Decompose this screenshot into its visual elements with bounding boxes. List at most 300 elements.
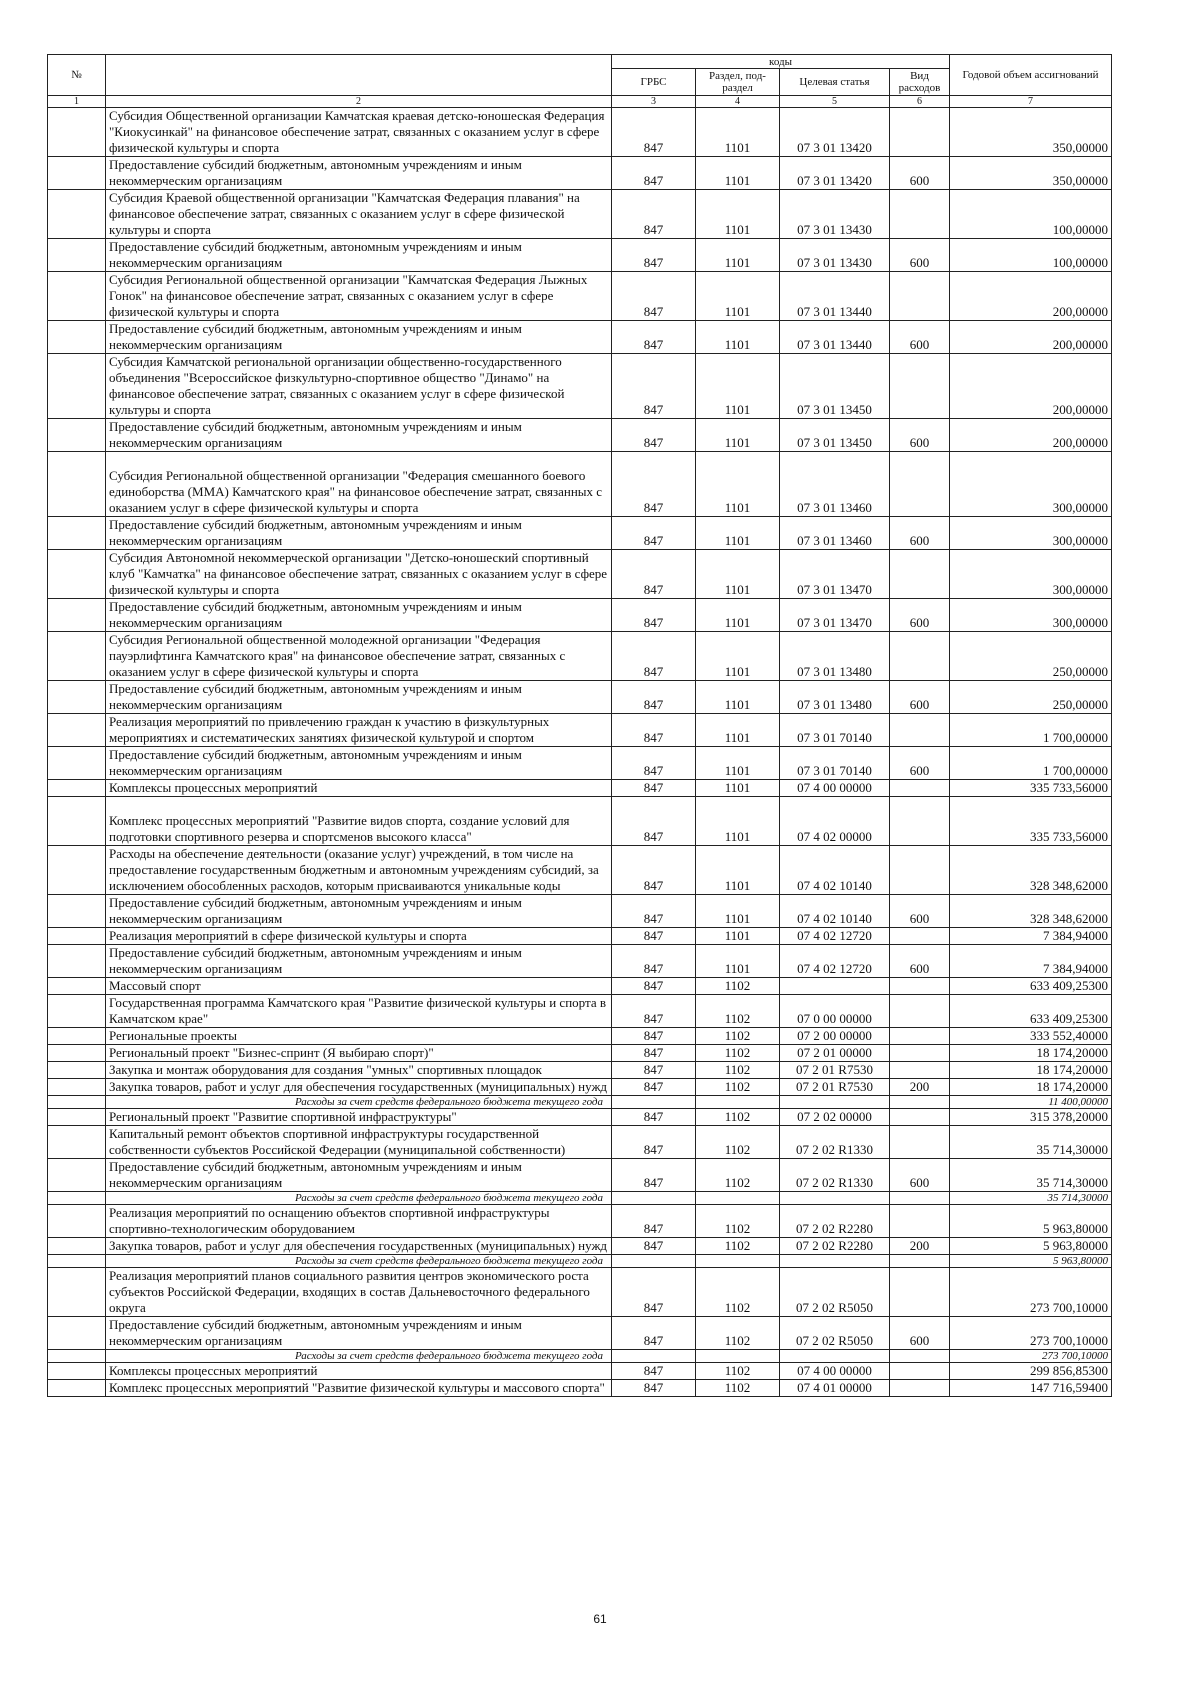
grbs-code: 847 bbox=[612, 928, 696, 945]
target-article: 07 3 01 13420 bbox=[780, 108, 890, 157]
row-number bbox=[48, 517, 106, 550]
section-code: 1102 bbox=[696, 1126, 780, 1159]
column-number: 3 bbox=[612, 96, 696, 108]
header-target: Целевая статья bbox=[780, 69, 890, 96]
annual-amount: 315 378,20000 bbox=[950, 1109, 1112, 1126]
target-article: 07 3 01 13430 bbox=[780, 190, 890, 239]
federal-budget-note-row bbox=[48, 1350, 1112, 1363]
target-article: 07 4 02 12720 bbox=[780, 928, 890, 945]
section-code: 1101 bbox=[696, 190, 780, 239]
table-row bbox=[48, 1380, 1112, 1397]
item-name: Предоставление субсидий бюджетным, автономным учреждениям и иным некоммерческим организациям bbox=[106, 599, 612, 632]
annual-amount: 200,00000 bbox=[950, 321, 1112, 354]
annual-amount: 328 348,62000 bbox=[950, 846, 1112, 895]
expense-kind bbox=[890, 1380, 950, 1397]
annual-amount: 7 384,94000 bbox=[950, 945, 1112, 978]
section-code: 1101 bbox=[696, 945, 780, 978]
grbs-code: 847 bbox=[612, 632, 696, 681]
item-name: Закупка и монтаж оборудования для создания "умных" спортивных площадок bbox=[106, 1062, 612, 1079]
column-number: 5 bbox=[780, 96, 890, 108]
grbs-code: 847 bbox=[612, 1380, 696, 1397]
target-article: 07 3 01 70140 bbox=[780, 747, 890, 780]
item-name: Реализация мероприятий планов социального развития центров экономического роста субъектов Российской Федерации, входящих в состав Дальневосточного федерального округа bbox=[106, 1268, 612, 1317]
annual-amount: 5 963,80000 bbox=[950, 1205, 1112, 1238]
section-code: 1102 bbox=[696, 1045, 780, 1062]
target-article: 07 2 02 00000 bbox=[780, 1109, 890, 1126]
grbs-code: 847 bbox=[612, 1317, 696, 1350]
row-number bbox=[48, 1268, 106, 1317]
item-name: Предоставление субсидий бюджетным, автономным учреждениям и иным некоммерческим организациям bbox=[106, 1159, 612, 1192]
grbs-code: 847 bbox=[612, 157, 696, 190]
table-row bbox=[48, 190, 1112, 239]
row-number bbox=[48, 190, 106, 239]
expense-kind bbox=[890, 1126, 950, 1159]
item-name: Закупка товаров, работ и услуг для обеспечения государственных (муниципальных) нужд bbox=[106, 1079, 612, 1096]
target-article bbox=[780, 1255, 890, 1268]
target-article bbox=[780, 1350, 890, 1363]
target-article: 07 4 01 00000 bbox=[780, 1380, 890, 1397]
section-code: 1102 bbox=[696, 1109, 780, 1126]
expense-kind bbox=[890, 780, 950, 797]
item-name: Капитальный ремонт объектов спортивной инфраструктуры государственной собственности субъектов Российской Федерации (муниципальной собственности) bbox=[106, 1126, 612, 1159]
row-number bbox=[48, 1028, 106, 1045]
target-article bbox=[780, 978, 890, 995]
table-row bbox=[48, 1109, 1112, 1126]
target-article: 07 2 02 R2280 bbox=[780, 1205, 890, 1238]
header-row-top bbox=[48, 55, 1112, 69]
annual-amount: 18 174,20000 bbox=[950, 1079, 1112, 1096]
row-number bbox=[48, 945, 106, 978]
target-article bbox=[780, 1192, 890, 1205]
target-article: 07 2 02 R1330 bbox=[780, 1159, 890, 1192]
item-name: Реализация мероприятий по оснащению объектов спортивной инфраструктуры спортивно-технологическим оборудованием bbox=[106, 1205, 612, 1238]
header-num: № bbox=[48, 55, 106, 96]
grbs-code: 847 bbox=[612, 272, 696, 321]
item-name: Предоставление субсидий бюджетным, автономным учреждениям и иным некоммерческим организациям bbox=[106, 681, 612, 714]
row-number bbox=[48, 239, 106, 272]
table-row bbox=[48, 945, 1112, 978]
row-number bbox=[48, 272, 106, 321]
section-code: 1101 bbox=[696, 928, 780, 945]
grbs-code: 847 bbox=[612, 895, 696, 928]
section-code: 1102 bbox=[696, 995, 780, 1028]
table-row bbox=[48, 599, 1112, 632]
section-code bbox=[696, 1192, 780, 1205]
expense-kind bbox=[890, 1205, 950, 1238]
table-row bbox=[48, 714, 1112, 747]
row-number bbox=[48, 681, 106, 714]
annual-amount: 328 348,62000 bbox=[950, 895, 1112, 928]
row-number bbox=[48, 995, 106, 1028]
annual-amount: 200,00000 bbox=[950, 354, 1112, 419]
item-name: Комплексы процессных мероприятий bbox=[106, 780, 612, 797]
expense-kind: 200 bbox=[890, 1079, 950, 1096]
header-name bbox=[106, 55, 612, 96]
expense-kind bbox=[890, 797, 950, 846]
target-article: 07 2 02 R2280 bbox=[780, 1238, 890, 1255]
target-article: 07 3 01 13420 bbox=[780, 157, 890, 190]
section-code: 1101 bbox=[696, 517, 780, 550]
grbs-code: 847 bbox=[612, 1079, 696, 1096]
target-article: 07 4 00 00000 bbox=[780, 780, 890, 797]
row-number bbox=[48, 895, 106, 928]
federal-budget-note-row bbox=[48, 1192, 1112, 1205]
item-name: Предоставление субсидий бюджетным, автономным учреждениям и иным некоммерческим организациям bbox=[106, 239, 612, 272]
section-code: 1102 bbox=[696, 1062, 780, 1079]
section-code: 1101 bbox=[696, 780, 780, 797]
table-row bbox=[48, 632, 1112, 681]
table-row bbox=[48, 895, 1112, 928]
grbs-code: 847 bbox=[612, 190, 696, 239]
item-name: Комплекс процессных мероприятий "Развитие видов спорта, создание условий для подготовки спортивного резерва и спортсменов высокого класса" bbox=[106, 797, 612, 846]
target-article: 07 3 01 13450 bbox=[780, 419, 890, 452]
section-code: 1102 bbox=[696, 1363, 780, 1380]
target-article: 07 2 02 R1330 bbox=[780, 1126, 890, 1159]
row-number bbox=[48, 632, 106, 681]
section-code: 1101 bbox=[696, 239, 780, 272]
grbs-code bbox=[612, 1192, 696, 1205]
target-article: 07 2 01 00000 bbox=[780, 1045, 890, 1062]
target-article: 07 4 02 10140 bbox=[780, 846, 890, 895]
federal-budget-note-row bbox=[48, 1096, 1112, 1109]
annual-amount: 273 700,10000 bbox=[950, 1350, 1112, 1363]
table-row bbox=[48, 681, 1112, 714]
item-name: Расходы за счет средств федерального бюджета текущего года bbox=[106, 1350, 612, 1363]
annual-amount: 18 174,20000 bbox=[950, 1062, 1112, 1079]
row-number bbox=[48, 1079, 106, 1096]
section-code: 1102 bbox=[696, 1028, 780, 1045]
item-name: Субсидия Краевой общественной организации "Камчатская Федерация плавания" на финансовое обеспечение затрат, связанных с оказанием услуг в сфере физической культуры и спорта bbox=[106, 190, 612, 239]
item-name: Региональный проект "Бизнес-спринт (Я выбираю спорт)" bbox=[106, 1045, 612, 1062]
item-name: Субсидия Региональной общественной организации "Федерация смешанного боевого единоборства (ММА) Камчатского края" на финансовое обеспечение затрат, связанных с оказанием услуг в сфере физической культуры и спорта bbox=[106, 452, 612, 517]
table-row bbox=[48, 995, 1112, 1028]
annual-amount: 250,00000 bbox=[950, 632, 1112, 681]
target-article: 07 4 02 12720 bbox=[780, 945, 890, 978]
expense-kind: 600 bbox=[890, 1159, 950, 1192]
table-row bbox=[48, 1126, 1112, 1159]
annual-amount: 300,00000 bbox=[950, 599, 1112, 632]
item-name: Расходы за счет средств федерального бюджета текущего года bbox=[106, 1255, 612, 1268]
grbs-code: 847 bbox=[612, 239, 696, 272]
grbs-code: 847 bbox=[612, 1159, 696, 1192]
grbs-code: 847 bbox=[612, 714, 696, 747]
annual-amount: 350,00000 bbox=[950, 157, 1112, 190]
expense-kind: 600 bbox=[890, 945, 950, 978]
row-number bbox=[48, 928, 106, 945]
table-row bbox=[48, 1238, 1112, 1255]
table-row bbox=[48, 1028, 1112, 1045]
row-number bbox=[48, 1109, 106, 1126]
section-code bbox=[696, 1096, 780, 1109]
section-code: 1101 bbox=[696, 895, 780, 928]
grbs-code: 847 bbox=[612, 1205, 696, 1238]
row-number bbox=[48, 1380, 106, 1397]
section-code: 1101 bbox=[696, 747, 780, 780]
annual-amount: 335 733,56000 bbox=[950, 797, 1112, 846]
annual-amount: 200,00000 bbox=[950, 419, 1112, 452]
item-name: Массовый спорт bbox=[106, 978, 612, 995]
grbs-code: 847 bbox=[612, 321, 696, 354]
expense-kind: 600 bbox=[890, 681, 950, 714]
grbs-code: 847 bbox=[612, 1238, 696, 1255]
row-number bbox=[48, 978, 106, 995]
item-name: Предоставление субсидий бюджетным, автономным учреждениям и иным некоммерческим организациям bbox=[106, 517, 612, 550]
row-number bbox=[48, 1159, 106, 1192]
column-number: 7 bbox=[950, 96, 1112, 108]
target-article: 07 3 01 13480 bbox=[780, 681, 890, 714]
expense-kind bbox=[890, 1363, 950, 1380]
grbs-code: 847 bbox=[612, 1109, 696, 1126]
grbs-code: 847 bbox=[612, 354, 696, 419]
row-number bbox=[48, 321, 106, 354]
target-article: 07 3 01 70140 bbox=[780, 714, 890, 747]
section-code: 1102 bbox=[696, 1205, 780, 1238]
table-body bbox=[48, 108, 1112, 1397]
section-code: 1101 bbox=[696, 550, 780, 599]
annual-amount: 300,00000 bbox=[950, 517, 1112, 550]
annual-amount: 335 733,56000 bbox=[950, 780, 1112, 797]
table-row bbox=[48, 1363, 1112, 1380]
row-number bbox=[48, 846, 106, 895]
item-name: Субсидия Региональной общественной организации "Камчатская Федерация Лыжных Гонок" на финансовое обеспечение затрат, связанных с оказанием услуг в сфере физической культуры и спорта bbox=[106, 272, 612, 321]
row-number bbox=[48, 354, 106, 419]
expense-kind bbox=[890, 928, 950, 945]
item-name: Субсидия Региональной общественной молодежной организации "Федерация пауэрлифтинга Камчатского края" на финансовое обеспечение затрат, связанных с оказанием услуг в сфере физической культуры и спорта bbox=[106, 632, 612, 681]
item-name: Расходы за счет средств федерального бюджета текущего года bbox=[106, 1096, 612, 1109]
item-name: Закупка товаров, работ и услуг для обеспечения государственных (муниципальных) нужд bbox=[106, 1238, 612, 1255]
target-article: 07 3 01 13450 bbox=[780, 354, 890, 419]
expense-kind bbox=[890, 978, 950, 995]
target-article: 07 3 01 13470 bbox=[780, 550, 890, 599]
target-article: 07 2 02 R5050 bbox=[780, 1317, 890, 1350]
expense-kind bbox=[890, 1109, 950, 1126]
expense-kind: 600 bbox=[890, 1317, 950, 1350]
row-number bbox=[48, 1255, 106, 1268]
annual-amount: 1 700,00000 bbox=[950, 714, 1112, 747]
item-name: Предоставление субсидий бюджетным, автономным учреждениям и иным некоммерческим организациям bbox=[106, 747, 612, 780]
grbs-code: 847 bbox=[612, 1363, 696, 1380]
row-number bbox=[48, 1096, 106, 1109]
item-name: Комплекс процессных мероприятий "Развитие физической культуры и массового спорта" bbox=[106, 1380, 612, 1397]
table-row bbox=[48, 1062, 1112, 1079]
annual-amount: 35 714,30000 bbox=[950, 1126, 1112, 1159]
expense-kind: 600 bbox=[890, 895, 950, 928]
row-number bbox=[48, 780, 106, 797]
expense-kind bbox=[890, 1062, 950, 1079]
annual-amount: 333 552,40000 bbox=[950, 1028, 1112, 1045]
expense-kind: 600 bbox=[890, 239, 950, 272]
expense-kind: 600 bbox=[890, 517, 950, 550]
table-row bbox=[48, 797, 1112, 846]
row-number bbox=[48, 550, 106, 599]
item-name: Субсидия Автономной некоммерческой организации "Детско-юношеский спортивный клуб "Камчатка" на финансовое обеспечение затрат, связанных с оказанием услуг в сфере физической культуры и спорта bbox=[106, 550, 612, 599]
section-code: 1101 bbox=[696, 419, 780, 452]
expense-kind: 600 bbox=[890, 419, 950, 452]
target-article bbox=[780, 1096, 890, 1109]
item-name: Предоставление субсидий бюджетным, автономным учреждениям и иным некоммерческим организациям bbox=[106, 157, 612, 190]
target-article: 07 2 02 R5050 bbox=[780, 1268, 890, 1317]
annual-amount: 1 700,00000 bbox=[950, 747, 1112, 780]
table-row bbox=[48, 550, 1112, 599]
annual-amount: 7 384,94000 bbox=[950, 928, 1112, 945]
grbs-code: 847 bbox=[612, 419, 696, 452]
table-row bbox=[48, 1317, 1112, 1350]
row-number bbox=[48, 714, 106, 747]
table-row bbox=[48, 1205, 1112, 1238]
section-code: 1102 bbox=[696, 1159, 780, 1192]
annual-amount: 147 716,59400 bbox=[950, 1380, 1112, 1397]
expense-kind bbox=[890, 1255, 950, 1268]
table-row bbox=[48, 978, 1112, 995]
item-name: Предоставление субсидий бюджетным, автономным учреждениям и иным некоммерческим организациям bbox=[106, 1317, 612, 1350]
annual-amount: 200,00000 bbox=[950, 272, 1112, 321]
annual-amount: 633 409,25300 bbox=[950, 995, 1112, 1028]
target-article: 07 0 00 00000 bbox=[780, 995, 890, 1028]
row-number bbox=[48, 1192, 106, 1205]
item-name: Региональный проект "Развитие спортивной инфраструктуры" bbox=[106, 1109, 612, 1126]
expense-kind bbox=[890, 1096, 950, 1109]
column-numbers-row bbox=[48, 96, 1112, 108]
annual-amount: 299 856,85300 bbox=[950, 1363, 1112, 1380]
target-article: 07 4 00 00000 bbox=[780, 1363, 890, 1380]
expense-kind: 600 bbox=[890, 599, 950, 632]
row-number bbox=[48, 1363, 106, 1380]
section-code: 1101 bbox=[696, 321, 780, 354]
grbs-code: 847 bbox=[612, 517, 696, 550]
section-code: 1102 bbox=[696, 1238, 780, 1255]
grbs-code bbox=[612, 1255, 696, 1268]
table-row bbox=[48, 1268, 1112, 1317]
annual-amount: 273 700,10000 bbox=[950, 1317, 1112, 1350]
table-row bbox=[48, 419, 1112, 452]
grbs-code bbox=[612, 1350, 696, 1363]
target-article: 07 3 01 13440 bbox=[780, 272, 890, 321]
table-row bbox=[48, 452, 1112, 517]
annual-amount: 5 963,80000 bbox=[950, 1238, 1112, 1255]
item-name: Реализация мероприятий по привлечению граждан к участию в физкультурных мероприятиях и систематических занятиях физической культурой и спортом bbox=[106, 714, 612, 747]
item-name: Региональные проекты bbox=[106, 1028, 612, 1045]
target-article: 07 4 02 10140 bbox=[780, 895, 890, 928]
grbs-code: 847 bbox=[612, 1126, 696, 1159]
item-name: Государственная программа Камчатского края "Развитие физической культуры и спорта в Камчатском крае" bbox=[106, 995, 612, 1028]
annual-amount: 300,00000 bbox=[950, 550, 1112, 599]
row-number bbox=[48, 1350, 106, 1363]
header-codes: коды bbox=[612, 55, 950, 69]
expense-kind: 600 bbox=[890, 321, 950, 354]
row-number bbox=[48, 797, 106, 846]
annual-amount: 250,00000 bbox=[950, 681, 1112, 714]
expense-kind bbox=[890, 1350, 950, 1363]
expense-kind bbox=[890, 846, 950, 895]
target-article: 07 3 01 13440 bbox=[780, 321, 890, 354]
column-number: 2 bbox=[106, 96, 612, 108]
expense-kind bbox=[890, 1028, 950, 1045]
grbs-code: 847 bbox=[612, 797, 696, 846]
column-number: 4 bbox=[696, 96, 780, 108]
target-article: 07 3 01 13460 bbox=[780, 452, 890, 517]
expense-kind bbox=[890, 108, 950, 157]
item-name: Субсидия Общественной организации Камчатская краевая детско-юношеская Федерация "Киокусинкай" на финансовое обеспечение затрат, связанных с оказанием услуг в сфере физической культуры и спорта bbox=[106, 108, 612, 157]
grbs-code: 847 bbox=[612, 1045, 696, 1062]
row-number bbox=[48, 452, 106, 517]
row-number bbox=[48, 599, 106, 632]
annual-amount: 18 174,20000 bbox=[950, 1045, 1112, 1062]
grbs-code: 847 bbox=[612, 978, 696, 995]
expense-kind bbox=[890, 995, 950, 1028]
annual-amount: 100,00000 bbox=[950, 239, 1112, 272]
target-article: 07 2 00 00000 bbox=[780, 1028, 890, 1045]
section-code: 1102 bbox=[696, 1317, 780, 1350]
expense-kind bbox=[890, 452, 950, 517]
item-name: Реализация мероприятий в сфере физической культуры и спорта bbox=[106, 928, 612, 945]
item-name: Субсидия Камчатской региональной организации общественно-государственного объединения "Всероссийское физкультурно-спортивное общество "Динамо" на финансовое обеспечение затрат, связанных с оказанием услуг в сфере физической культуры и спорта bbox=[106, 354, 612, 419]
annual-amount: 273 700,10000 bbox=[950, 1268, 1112, 1317]
target-article: 07 3 01 13430 bbox=[780, 239, 890, 272]
grbs-code bbox=[612, 1096, 696, 1109]
annual-amount: 100,00000 bbox=[950, 190, 1112, 239]
table-row bbox=[48, 928, 1112, 945]
row-number bbox=[48, 1045, 106, 1062]
table-row bbox=[48, 517, 1112, 550]
budget-table bbox=[47, 54, 1112, 1397]
header-amount: Годовой объем ассигнований bbox=[950, 55, 1112, 96]
header-section: Раздел, под-раздел bbox=[696, 69, 780, 96]
header-grbs: ГРБС bbox=[612, 69, 696, 96]
row-number bbox=[48, 1205, 106, 1238]
grbs-code: 847 bbox=[612, 945, 696, 978]
section-code: 1101 bbox=[696, 272, 780, 321]
expense-kind: 200 bbox=[890, 1238, 950, 1255]
target-article: 07 3 01 13460 bbox=[780, 517, 890, 550]
section-code: 1101 bbox=[696, 157, 780, 190]
grbs-code: 847 bbox=[612, 108, 696, 157]
section-code: 1101 bbox=[696, 797, 780, 846]
item-name: Предоставление субсидий бюджетным, автономным учреждениям и иным некоммерческим организациям bbox=[106, 895, 612, 928]
grbs-code: 847 bbox=[612, 1062, 696, 1079]
expense-kind bbox=[890, 632, 950, 681]
section-code: 1102 bbox=[696, 978, 780, 995]
target-article: 07 3 01 13480 bbox=[780, 632, 890, 681]
section-code: 1101 bbox=[696, 846, 780, 895]
table-row bbox=[48, 747, 1112, 780]
expense-kind bbox=[890, 354, 950, 419]
grbs-code: 847 bbox=[612, 780, 696, 797]
expense-kind bbox=[890, 1045, 950, 1062]
item-name: Комплексы процессных мероприятий bbox=[106, 1363, 612, 1380]
row-number bbox=[48, 419, 106, 452]
annual-amount: 5 963,80000 bbox=[950, 1255, 1112, 1268]
row-number bbox=[48, 108, 106, 157]
section-code: 1101 bbox=[696, 599, 780, 632]
column-number: 1 bbox=[48, 96, 106, 108]
table-row bbox=[48, 108, 1112, 157]
section-code bbox=[696, 1255, 780, 1268]
grbs-code: 847 bbox=[612, 846, 696, 895]
table-row bbox=[48, 321, 1112, 354]
grbs-code: 847 bbox=[612, 599, 696, 632]
expense-kind bbox=[890, 550, 950, 599]
grbs-code: 847 bbox=[612, 681, 696, 714]
item-name: Предоставление субсидий бюджетным, автономным учреждениям и иным некоммерческим организациям bbox=[106, 419, 612, 452]
table-row bbox=[48, 1045, 1112, 1062]
header-kind: Вид расходов bbox=[890, 69, 950, 96]
expense-kind bbox=[890, 1268, 950, 1317]
row-number bbox=[48, 1317, 106, 1350]
column-number: 6 bbox=[890, 96, 950, 108]
table-row bbox=[48, 846, 1112, 895]
annual-amount: 350,00000 bbox=[950, 108, 1112, 157]
section-code: 1102 bbox=[696, 1380, 780, 1397]
